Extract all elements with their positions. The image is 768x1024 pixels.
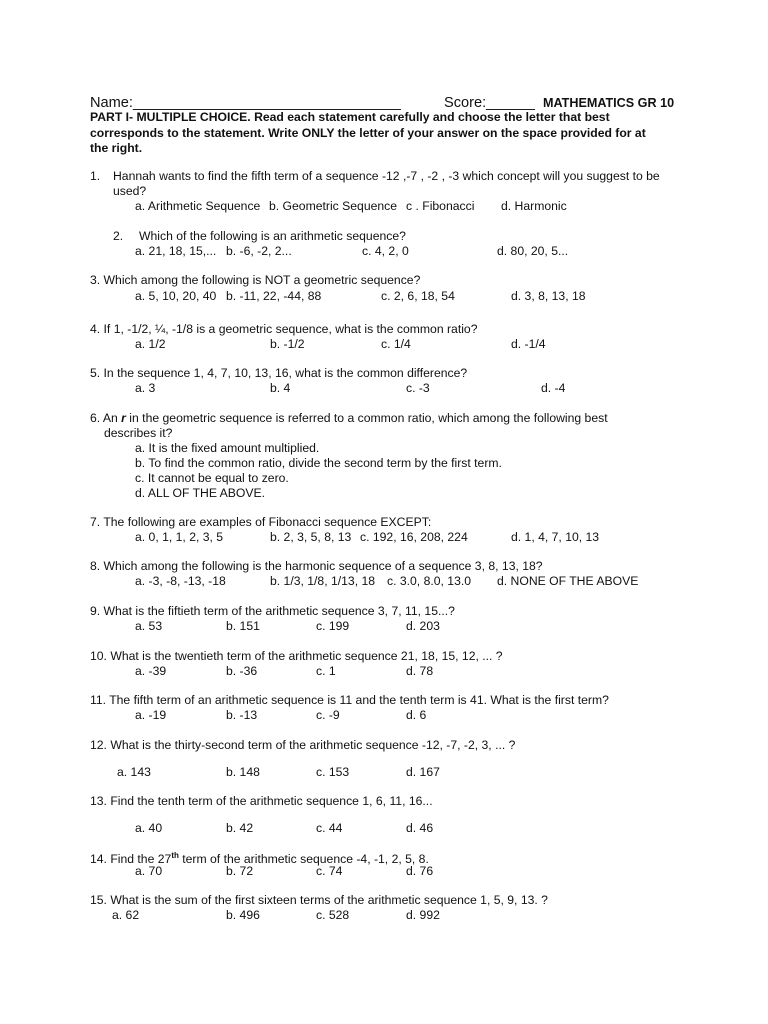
- question-12-option-c: c. 153: [316, 765, 350, 779]
- instructions-line-3: the right.: [90, 141, 143, 155]
- question-10-option-d: d. 78: [406, 664, 434, 678]
- question-3-option-c: c. 2, 6, 18, 54: [381, 289, 455, 303]
- question-13-option-d: d. 46: [406, 821, 434, 835]
- question-3-option-a: a. 5, 10, 20, 40: [135, 289, 217, 303]
- question-11-option-c: c. -9: [316, 708, 340, 722]
- question-15-option-a: a. 62: [112, 908, 140, 922]
- question-5-option-b: b. 4: [270, 381, 291, 395]
- question-2-option-c: c. 4, 2, 0: [362, 244, 409, 258]
- question-4-option-b: b. -1/2: [270, 337, 305, 351]
- question-6-option-c: c. It cannot be equal to zero.: [135, 471, 289, 485]
- question-4-option-d: d. -1/4: [511, 337, 546, 351]
- question-10-option-c: c. 1: [316, 664, 336, 678]
- question-8-text: 8. Which among the following is the harmonic sequence of a sequence 3, 8, 13, 18?: [90, 559, 543, 573]
- instructions-line-1: PART I- MULTIPLE CHOICE. Read each statement carefully and choose the letter that best: [90, 110, 610, 124]
- instructions-line-2: corresponds to the statement. Write ONLY the letter of your answer on the space provided for at: [90, 126, 646, 140]
- question-2-option-d: d. 80, 20, 5...: [497, 244, 569, 258]
- name-field: Name:_________________________________: [90, 95, 401, 111]
- question-6-option-a: a. It is the fixed amount multiplied.: [135, 441, 320, 455]
- question-13-text: 13. Find the tenth term of the arithmetic sequence 1, 6, 11, 16...: [90, 794, 433, 808]
- question-8-option-a: a. -3, -8, -13, -18: [135, 574, 226, 588]
- question-5-option-d: d. -4: [541, 381, 566, 395]
- question-7-text: 7. The following are examples of Fibonacci sequence EXCEPT:: [90, 515, 432, 529]
- question-14-option-b: b. 72: [226, 864, 254, 878]
- question-7-option-d: d. 1, 4, 7, 10, 13: [511, 530, 600, 544]
- question-13-option-c: c. 44: [316, 821, 343, 835]
- question-5-option-a: a. 3: [135, 381, 156, 395]
- question-1-option-c: c . Fibonacci: [406, 199, 475, 213]
- question-7-option-c: c. 192, 16, 208, 224: [360, 530, 468, 544]
- question-6-option-d: d. ALL OF THE ABOVE.: [135, 486, 266, 500]
- question-1-number: 1.: [90, 169, 101, 183]
- question-4-option-c: c. 1/4: [381, 337, 411, 351]
- question-12-option-d: d. 167: [406, 765, 440, 779]
- question-1-option-a: a. Arithmetic Sequence: [135, 199, 261, 213]
- question-12-option-a: a. 143: [117, 765, 151, 779]
- question-3-text: 3. Which among the following is NOT a geometric sequence?: [90, 273, 421, 287]
- question-9-option-d: d. 203: [406, 619, 440, 633]
- question-11-option-b: b. -13: [226, 708, 258, 722]
- question-9-option-a: a. 53: [135, 619, 163, 633]
- question-15-option-c: c. 528: [316, 908, 350, 922]
- question-9-text: 9. What is the fiftieth term of the arithmetic sequence 3, 7, 11, 15...?: [90, 604, 455, 618]
- question-15-option-d: d. 992: [406, 908, 440, 922]
- question-13-option-a: a. 40: [135, 821, 163, 835]
- score-field: Score:______: [444, 95, 535, 111]
- question-1-option-d: d. Harmonic: [501, 199, 567, 213]
- question-2-option-a: a. 21, 18, 15,...: [135, 244, 217, 258]
- question-15-option-b: b. 496: [226, 908, 260, 922]
- question-2-number: 2.: [113, 229, 124, 243]
- question-6-option-b: b. To find the common ratio, divide the second term by the first term.: [135, 456, 502, 470]
- question-1-text: Hannah wants to find the fifth term of a sequence -12 ,-7 , -2 , -3 which concept will you suggest to be: [113, 169, 660, 183]
- question-9-option-b: b. 151: [226, 619, 260, 633]
- question-11-option-d: d. 6: [406, 708, 427, 722]
- question-10-option-b: b. -36: [226, 664, 258, 678]
- question-15-text: 15. What is the sum of the first sixteen terms of the arithmetic sequence 1, 5, 9, 13. ?: [90, 893, 548, 907]
- question-7-option-a: a. 0, 1, 1, 2, 3, 5: [135, 530, 224, 544]
- question-12-option-b: b. 148: [226, 765, 260, 779]
- question-11-option-a: a. -19: [135, 708, 167, 722]
- question-2-text: Which of the following is an arithmetic sequence?: [139, 229, 406, 243]
- question-12-text: 12. What is the thirty-second term of the arithmetic sequence -12, -7, -2, 3, ... ?: [90, 738, 516, 752]
- question-14-option-d: d. 76: [406, 864, 434, 878]
- question-2-option-b: b. -6, -2, 2...: [226, 244, 292, 258]
- question-13-option-b: b. 42: [226, 821, 254, 835]
- question-3-option-d: d. 3, 8, 13, 18: [511, 289, 586, 303]
- question-8-option-b: b. 1/3, 1/8, 1/13, 18: [270, 574, 376, 588]
- question-4-option-a: a. 1/2: [135, 337, 166, 351]
- question-11-text: 11. The fifth term of an arithmetic sequence is 11 and the tenth term is 41. What is the first term?: [90, 693, 609, 707]
- question-14-option-a: a. 70: [135, 864, 163, 878]
- subject-title: MATHEMATICS GR 10: [543, 96, 675, 110]
- question-14-option-c: c. 74: [316, 864, 343, 878]
- question-10-text: 10. What is the twentieth term of the arithmetic sequence 21, 18, 15, 12, ... ?: [90, 649, 503, 663]
- question-10-option-a: a. -39: [135, 664, 167, 678]
- question-8-option-c: c. 3.0, 8.0, 13.0: [387, 574, 472, 588]
- question-14-text: 14. Find the 27th term of the arithmetic sequence -4, -1, 2, 5, 8.: [90, 851, 429, 866]
- question-6-text: 6. An r in the geometric sequence is referred to a common ratio, which among the following best: [90, 411, 608, 425]
- question-7-option-b: b. 2, 3, 5, 8, 13: [270, 530, 352, 544]
- question-3-option-b: b. -11, 22, -44, 88: [226, 289, 322, 303]
- question-5-text: 5. In the sequence 1, 4, 7, 10, 13, 16, what is the common difference?: [90, 366, 468, 380]
- question-9-option-c: c. 199: [316, 619, 350, 633]
- question-6-text-cont: describes it?: [104, 426, 173, 440]
- question-5-option-c: c. -3: [406, 381, 430, 395]
- question-1-option-b: b. Geometric Sequence: [269, 199, 398, 213]
- question-1-text-cont: used?: [113, 184, 147, 198]
- question-4-text: 4. If 1, -1/2, ¼, -1/8 is a geometric sequence, what is the common ratio?: [90, 322, 478, 336]
- question-8-option-d: d. NONE OF THE ABOVE: [497, 574, 639, 588]
